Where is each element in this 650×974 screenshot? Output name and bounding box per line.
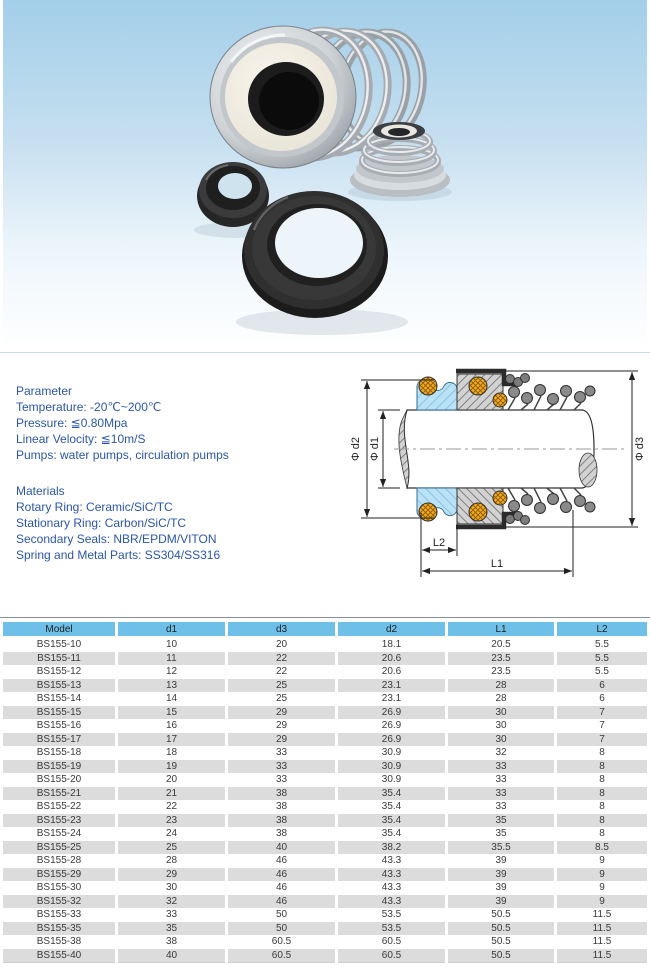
table-cell: 22 [118,800,225,814]
table-row [3,665,647,679]
table-cell: 5.5 [557,665,647,679]
table-row [3,692,647,706]
table-row [3,908,647,922]
spec-line: Spring and Metal Parts: SS304/SS316 [16,548,221,562]
spec-line: Linear Velocity: ≦10m/S [16,432,146,446]
table-row [3,841,647,855]
table-cell: BS155-21 [3,787,115,801]
table-row [3,814,647,828]
table-cell: 30 [448,733,554,747]
table-cell: 17 [118,733,225,747]
table-cell: 24 [118,827,225,841]
table-row [3,746,647,760]
table-cell: 33 [228,746,335,760]
table-cell: 18.1 [338,638,445,652]
table-cell: 50.5 [448,908,554,922]
table-cell: 46 [228,881,335,895]
dim-label-d2: Φ d2 [350,436,362,462]
table-cell: BS155-38 [3,935,115,949]
table-cell: BS155-16 [3,719,115,733]
table-cell: BS155-17 [3,733,115,747]
table-cell: BS155-25 [3,841,115,855]
table-cell: BS155-11 [3,652,115,666]
table-cell: 39 [448,868,554,882]
table-cell: 35.4 [338,827,445,841]
table-cell: 43.3 [338,868,445,882]
table-cell: 6 [557,679,647,693]
table-cell: 33 [448,787,554,801]
table-cell: 50.5 [448,935,554,949]
table-top-divider [0,617,650,618]
table-row [3,881,647,895]
table-cell: 38.2 [338,841,445,855]
table-cell: 30.9 [338,760,445,774]
table-cell: 15 [118,706,225,720]
table-cell: BS155-19 [3,760,115,774]
table-cell: 38 [228,827,335,841]
table-cell: 26.9 [338,733,445,747]
size-table-body [3,638,647,963]
materials-title: Materials [16,484,65,498]
shaft-drawing [394,410,626,488]
dim-label-l1: L1 [490,558,504,570]
table-cell: 35.5 [448,841,554,855]
table-cell: 30 [448,706,554,720]
table-cell: 60.5 [228,949,335,964]
table-cell: 8 [557,746,647,760]
table-row [3,706,647,720]
table-cell: 20.6 [338,665,445,679]
table-cell: 25 [228,692,335,706]
table-cell: BS155-14 [3,692,115,706]
parameter-lines [16,399,229,463]
table-row [3,868,647,882]
spec-line: Pumps: water pumps, circulation pumps [16,448,229,462]
table-cell: BS155-29 [3,868,115,882]
table-cell: 43.3 [338,854,445,868]
table-cell: 7 [557,733,647,747]
column-header-model: Model [3,622,115,638]
product-photo [0,0,650,352]
table-cell: 23.5 [448,665,554,679]
table-cell: 8 [557,814,647,828]
table-cell: 29 [228,719,335,733]
table-row [3,773,647,787]
table-cell: 28 [448,679,554,693]
table-cell: 23.5 [448,652,554,666]
table-cell: 46 [228,895,335,909]
table-cell: 29 [228,706,335,720]
table-cell: 10 [118,638,225,652]
table-cell: 28 [118,854,225,868]
table-cell: 14 [118,692,225,706]
table-cell: 21 [118,787,225,801]
table-cell: 50 [228,922,335,936]
table-cell: 16 [118,719,225,733]
column-header-d3: d3 [228,622,335,638]
table-row [3,895,647,909]
table-row [3,719,647,733]
table-cell: 9 [557,881,647,895]
table-cell: BS155-40 [3,949,115,964]
table-cell: BS155-13 [3,679,115,693]
table-cell: BS155-33 [3,908,115,922]
table-cell: BS155-20 [3,773,115,787]
spec-line: Secondary Seals: NBR/EPDM/VITON [16,532,217,546]
table-row [3,679,647,693]
table-cell: 32 [118,895,225,909]
table-row [3,854,647,868]
table-cell: 33 [118,908,225,922]
table-cell: 33 [448,800,554,814]
table-cell: 22 [228,652,335,666]
table-cell: 33 [448,773,554,787]
table-cell: 6 [557,692,647,706]
table-cell: 38 [228,800,335,814]
table-cell: BS155-32 [3,895,115,909]
spec-line: Stationary Ring: Carbon/SiC/TC [16,516,187,530]
table-cell: 60.5 [338,935,445,949]
table-cell: BS155-28 [3,854,115,868]
table-cell: 39 [448,881,554,895]
table-cell: 30.9 [338,746,445,760]
table-cell: 7 [557,706,647,720]
table-row [3,922,647,936]
table-cell: BS155-23 [3,814,115,828]
column-header-d2: d2 [338,622,445,638]
table-cell: 20 [228,638,335,652]
table-cell: 8 [557,787,647,801]
table-cell: 38 [118,935,225,949]
table-row [3,949,647,964]
size-table-section [0,617,650,963]
table-cell: 11 [118,652,225,666]
dim-label-d3: Φ d3 [634,436,646,462]
spec-line: Pressure: ≦0.80Mpa [16,416,128,430]
table-cell: 23.1 [338,692,445,706]
table-cell: 19 [118,760,225,774]
table-header-row [3,622,647,638]
table-cell: 8.5 [557,841,647,855]
table-cell: 5.5 [557,652,647,666]
dim-label-l2: L2 [432,537,446,549]
table-cell: 13 [118,679,225,693]
table-cell: 43.3 [338,881,445,895]
table-cell: 5.5 [557,638,647,652]
table-cell: 46 [228,868,335,882]
table-cell: 8 [557,800,647,814]
table-cell: 35 [448,814,554,828]
table-cell: 18 [118,746,225,760]
table-cell: BS155-22 [3,800,115,814]
table-row [3,760,647,774]
table-cell: 39 [448,854,554,868]
table-cell: BS155-30 [3,881,115,895]
table-row [3,787,647,801]
table-cell: 32 [448,746,554,760]
table-cell: 33 [228,760,335,774]
table-cell: 29 [228,733,335,747]
table-cell: 12 [118,665,225,679]
table-row [3,827,647,841]
column-header-l2: L2 [557,622,647,638]
info-section [0,353,650,617]
table-cell: 35 [448,827,554,841]
table-cell: 38 [228,814,335,828]
size-table [0,622,650,963]
table-cell: 35.4 [338,814,445,828]
table-cell: 35 [118,922,225,936]
table-cell: BS155-24 [3,827,115,841]
table-cell: 43.3 [338,895,445,909]
table-cell: 40 [228,841,335,855]
table-cell: 8 [557,773,647,787]
table-cell: 20 [118,773,225,787]
table-cell: 60.5 [338,949,445,964]
table-cell: 11.5 [557,922,647,936]
table-cell: BS155-10 [3,638,115,652]
table-cell: 9 [557,854,647,868]
table-row [3,800,647,814]
table-cell: 25 [228,679,335,693]
table-cell: 8 [557,827,647,841]
table-row [3,652,647,666]
spec-line: Temperature: -20℃~200℃ [16,400,162,414]
table-cell: 35.4 [338,787,445,801]
table-row [3,733,647,747]
table-cell: 50.5 [448,922,554,936]
table-cell: 28 [448,692,554,706]
table-cell: BS155-12 [3,665,115,679]
parameter-title: Parameter [16,384,73,398]
table-cell: 53.5 [338,908,445,922]
table-cell: 30 [448,719,554,733]
table-cell: 20.6 [338,652,445,666]
seal-assembly-drawing [417,371,595,410]
dimension-diagram [348,358,648,592]
table-cell: 9 [557,895,647,909]
table-cell: 35.4 [338,800,445,814]
dim-label-d1: Φ d1 [369,436,381,462]
column-header-d1: d1 [118,622,225,638]
table-cell: 60.5 [228,935,335,949]
table-cell: 29 [118,868,225,882]
table-cell: BS155-15 [3,706,115,720]
table-cell: 30.9 [338,773,445,787]
table-cell: 11.5 [557,949,647,964]
table-cell: 50 [228,908,335,922]
table-cell: 26.9 [338,706,445,720]
table-cell: 7 [557,719,647,733]
table-cell: 22 [228,665,335,679]
table-cell: 30 [118,881,225,895]
table-cell: BS155-35 [3,922,115,936]
table-cell: 53.5 [338,922,445,936]
table-cell: BS155-18 [3,746,115,760]
table-cell: 20.5 [448,638,554,652]
materials-lines [16,499,229,563]
table-cell: 9 [557,868,647,882]
table-cell: 40 [118,949,225,964]
table-cell: 26.9 [338,719,445,733]
spec-line: Rotary Ring: Ceramic/SiC/TC [16,500,173,514]
table-cell: 23.1 [338,679,445,693]
product-photo-section [0,0,650,353]
table-cell: 50.5 [448,949,554,964]
table-cell: 23 [118,814,225,828]
table-row [3,935,647,949]
spec-text-block [16,383,229,563]
table-cell: 33 [228,773,335,787]
table-cell: 8 [557,760,647,774]
table-row [3,638,647,652]
table-cell: 33 [448,760,554,774]
table-cell: 11.5 [557,908,647,922]
table-cell: 25 [118,841,225,855]
table-cell: 46 [228,854,335,868]
table-cell: 38 [228,787,335,801]
column-header-l1: L1 [448,622,554,638]
table-cell: 11.5 [557,935,647,949]
table-cell: 39 [448,895,554,909]
